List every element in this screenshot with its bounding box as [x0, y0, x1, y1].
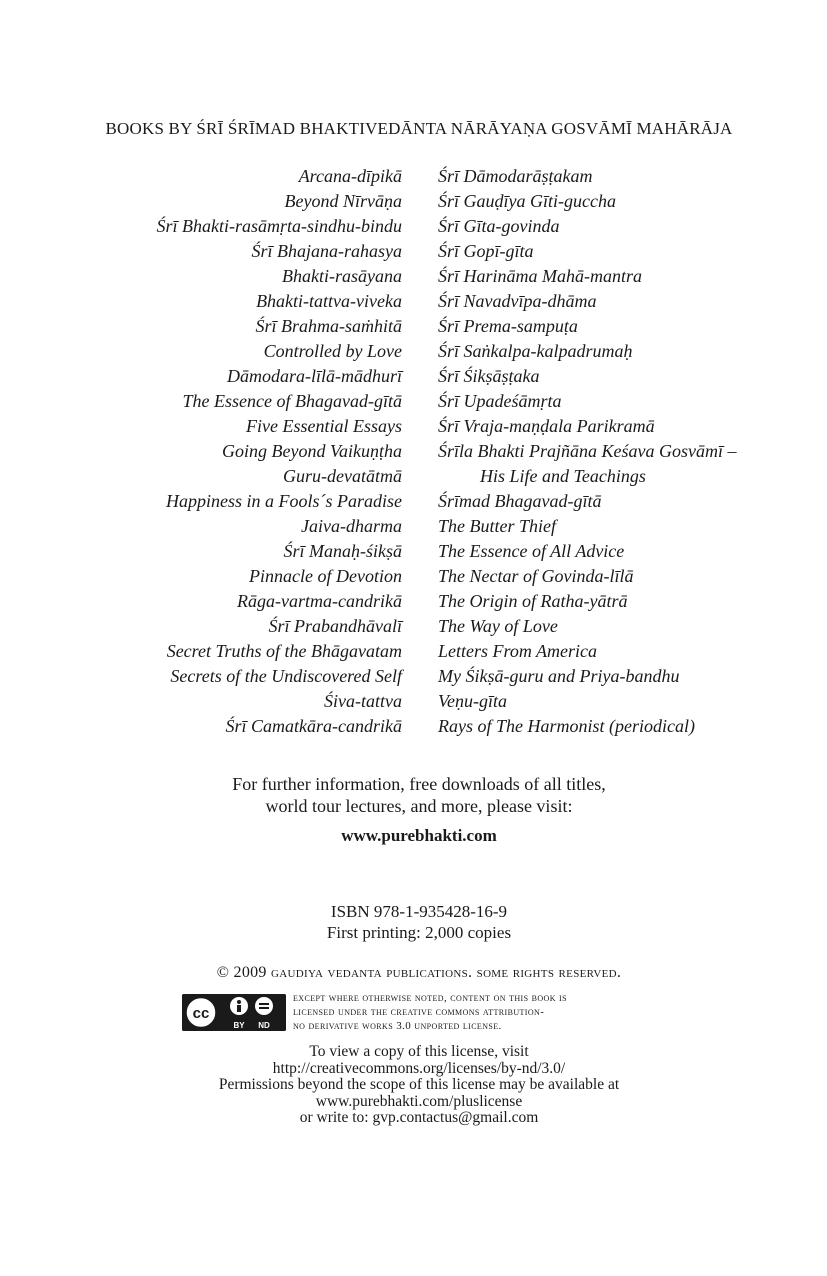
book-title: Śrī Brahma-saṁhitā	[255, 316, 402, 336]
website-link[interactable]: www.purebhakti.com	[341, 826, 497, 845]
book-title: Bhakti-rasāyana	[282, 266, 402, 286]
book-title: Veṇu-gīta	[438, 691, 507, 711]
pluslicense-url[interactable]: www.purebhakti.com/pluslicense	[315, 1092, 523, 1110]
license-line: licensed under the creative commons attribution-	[293, 1006, 545, 1018]
book-title: Secrets of the Undiscovered Self	[170, 666, 402, 686]
cc-license-text	[293, 991, 673, 1033]
book-title: Śrī Gauḍīya Gīti-guccha	[438, 191, 616, 211]
book-title: Śrī Manaḥ-śikṣā	[283, 541, 402, 561]
license-info-line: To view a copy of this license, visit	[309, 1043, 529, 1060]
no-derivatives-icon-bar	[259, 1007, 269, 1009]
cc-logo-text: cc	[192, 1005, 210, 1022]
book-title: Śrī Harināma Mahā-mantra	[438, 266, 643, 286]
printing-info: First printing: 2,000 copies	[326, 923, 512, 942]
book-title: Controlled by Love	[263, 341, 402, 361]
copyright-notice: © 2009 gaudiya vedanta publications. some rights reserved.	[216, 964, 622, 981]
book-title: Śrī Saṅkalpa-kalpadrumaḥ	[438, 341, 633, 361]
attribution-icon-head	[237, 1000, 241, 1004]
book-title: Secret Truths of the Bhāgavatam	[166, 641, 402, 661]
creative-commons-badge	[182, 994, 286, 1031]
cc-badge-strip	[220, 1019, 286, 1031]
book-title: Arcana-dīpikā	[298, 166, 402, 186]
book-title: The Essence of Bhagavad-gītā	[182, 391, 402, 411]
book-title-continuation: His Life and Teachings	[480, 466, 646, 486]
book-title: Dāmodara-līlā-mādhurī	[227, 366, 402, 386]
book-title: Śrī Vraja-maṇḍala Parikramā	[438, 416, 655, 436]
book-title: Śrī Prabandhāvalī	[268, 616, 402, 636]
book-title: Śrī Śikṣāṣṭaka	[438, 366, 540, 386]
license-info-line: Permissions beyond the scope of this license may be available at	[218, 1076, 620, 1093]
no-derivatives-icon	[255, 997, 273, 1015]
book-title: Śrīla Bhakti Prajñāna Keśava Gosvāmī –	[438, 441, 737, 461]
nd-label: ND	[258, 1021, 270, 1030]
books-list-right	[438, 164, 778, 739]
book-title: The Essence of All Advice	[438, 541, 625, 561]
no-derivatives-icon-bar	[259, 1003, 269, 1005]
books-list-left	[72, 164, 402, 739]
page-heading: BOOKS BY ŚRĪ ŚRĪMAD BHAKTIVEDĀNTA NĀRĀYAṆA GOSVĀMĪ MAHĀRĀJA	[105, 119, 733, 138]
book-title: Śrī Dāmodarāṣṭakam	[438, 166, 593, 186]
info-line: world tour lectures, and more, please visit:	[265, 796, 573, 816]
book-title: Happiness in a Fools´s Paradise	[166, 491, 402, 511]
license-info	[0, 1044, 827, 1127]
book-title: Śrī Upadeśāmṛta	[438, 391, 562, 411]
book-title: Rāga-vartma-candrikā	[237, 591, 402, 611]
book-title: Śrī Prema-sampuṭa	[438, 316, 578, 336]
book-title: Śrī Gīta-govinda	[438, 216, 560, 236]
book-title: Śrī Gopī-gīta	[438, 241, 534, 261]
book-title: The Butter Thief	[438, 516, 556, 536]
book-title: Śiva-tattva	[324, 691, 402, 711]
by-label: BY	[233, 1021, 245, 1030]
license-line: no derivative works 3.0 unported license.	[293, 1020, 502, 1032]
book-title: The Nectar of Govinda-līlā	[438, 566, 634, 586]
info-line: For further information, free downloads of all titles,	[232, 774, 606, 794]
book-title: The Way of Love	[438, 616, 558, 636]
book-title: Bhakti-tattva-viveka	[256, 291, 402, 311]
book-title: Five Essential Essays	[246, 416, 402, 436]
license-line: except where otherwise noted, content on this book is	[293, 992, 567, 1004]
attribution-icon-body	[237, 1005, 241, 1012]
book-title: Śrī Bhakti-rasāmṛta-sindhu-bindu	[156, 216, 402, 236]
book-title: Pinnacle of Devotion	[249, 566, 402, 586]
isbn-block	[0, 901, 827, 943]
license-url[interactable]: http://creativecommons.org/licenses/by-nd/3.0/	[272, 1059, 566, 1077]
book-title: Letters From America	[438, 641, 597, 661]
book-title: Rays of The Harmonist (periodical)	[438, 716, 695, 736]
book-title: My Śikṣā-guru and Priya-bandhu	[438, 666, 680, 686]
book-title: Śrīmad Bhagavad-gītā	[438, 491, 602, 511]
book-title: Going Beyond Vaikuṇṭha	[222, 441, 402, 461]
isbn: ISBN 978-1-935428-16-9	[330, 902, 508, 921]
book-title: Śrī Camatkāra-candrikā	[225, 716, 402, 736]
contact-email[interactable]: or write to: gvp.contactus@gmail.com	[299, 1109, 539, 1126]
book-title: Jaiva-dharma	[301, 516, 402, 536]
further-info	[0, 773, 827, 817]
book-title: The Origin of Ratha-yātrā	[438, 591, 628, 611]
book-title: Guru-devatātmā	[283, 466, 402, 486]
book-title: Śrī Navadvīpa-dhāma	[438, 291, 597, 311]
book-title: Beyond Nīrvāṇa	[284, 191, 402, 211]
book-title: Śrī Bhajana-rahasya	[251, 241, 402, 261]
